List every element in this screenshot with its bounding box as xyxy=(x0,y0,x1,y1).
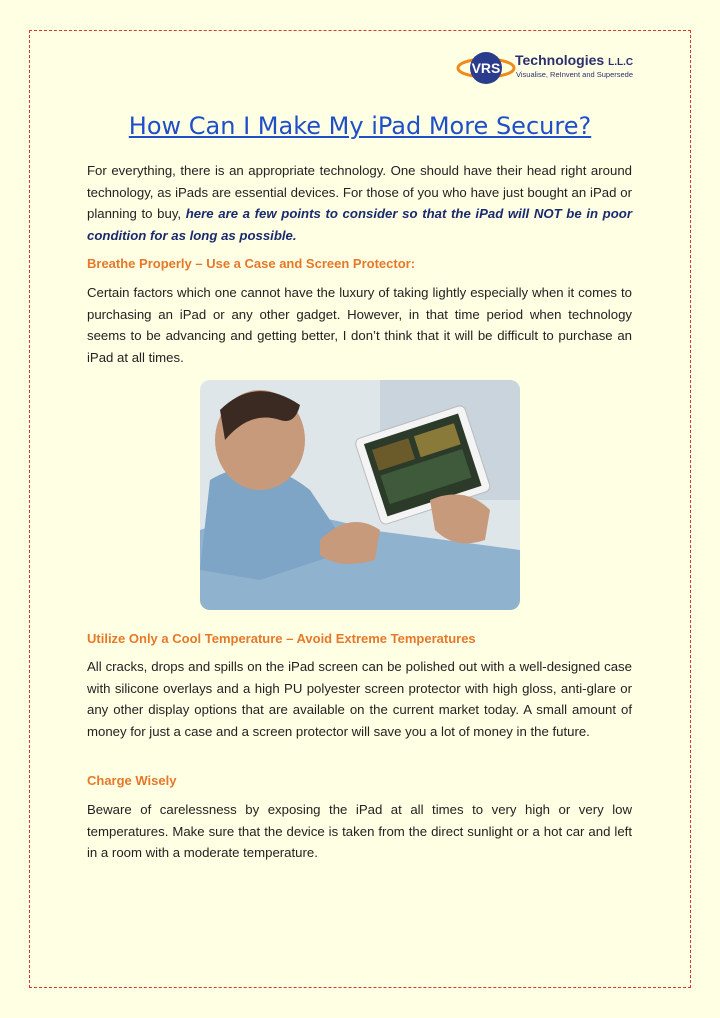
page-title: How Can I Make My iPad More Secure? xyxy=(128,112,592,140)
section-heading: Breathe Properly – Use a Case and Screen Protector: xyxy=(87,256,416,271)
company-tagline: Visualise, ReInvent and Supersede xyxy=(516,70,634,79)
logo-mark: VRS xyxy=(471,60,501,76)
intro-paragraph xyxy=(87,160,632,246)
section-heading: Utilize Only a Cool Temperature – Avoid Extreme Temperatures xyxy=(87,631,476,646)
ipad-user-photo xyxy=(200,380,520,610)
company-word: Technologies xyxy=(515,52,605,68)
photo-illustration xyxy=(200,380,520,610)
company-name xyxy=(515,52,633,68)
section-body: All cracks, drops and spills on the iPad screen can be polished out with a well-designed case with silicone overlays and a high PU polyester screen protector with high gloss, anti-glare or any other display options that are available on the current market today. A small amount of money for just a case and a screen protector will save you a lot of money in the future. xyxy=(87,659,632,739)
vrs-logo-icon xyxy=(456,48,516,88)
section-heading: Charge Wisely xyxy=(87,773,177,788)
section-body: Certain factors which one cannot have the luxury of taking lightly especially when it comes to purchasing an iPad or any other gadget. However, in that time period when technology seems to be advancing and getting better, I don’t think that it will be difficult to purchase an iPad at all times. xyxy=(87,285,632,365)
company-suffix: L.L.C xyxy=(608,57,634,68)
intro-emphasis: here are a few points to consider so that the iPad will NOT be in poor condition for as long as possible. xyxy=(87,206,632,243)
company-logo xyxy=(456,48,656,88)
section-body: Beware of carelessness by exposing the iPad at all times to very high or very low temperatures. Make sure that the device is taken from the direct sunlight or a hot car and left in a room with a moderate temperature. xyxy=(87,802,632,860)
intro-text: For everything, there is an appropriate technology. One should have their head right around technology, as iPads are essential devices. For those of you who have just bought an iPad or planning to buy, xyxy=(87,163,632,221)
